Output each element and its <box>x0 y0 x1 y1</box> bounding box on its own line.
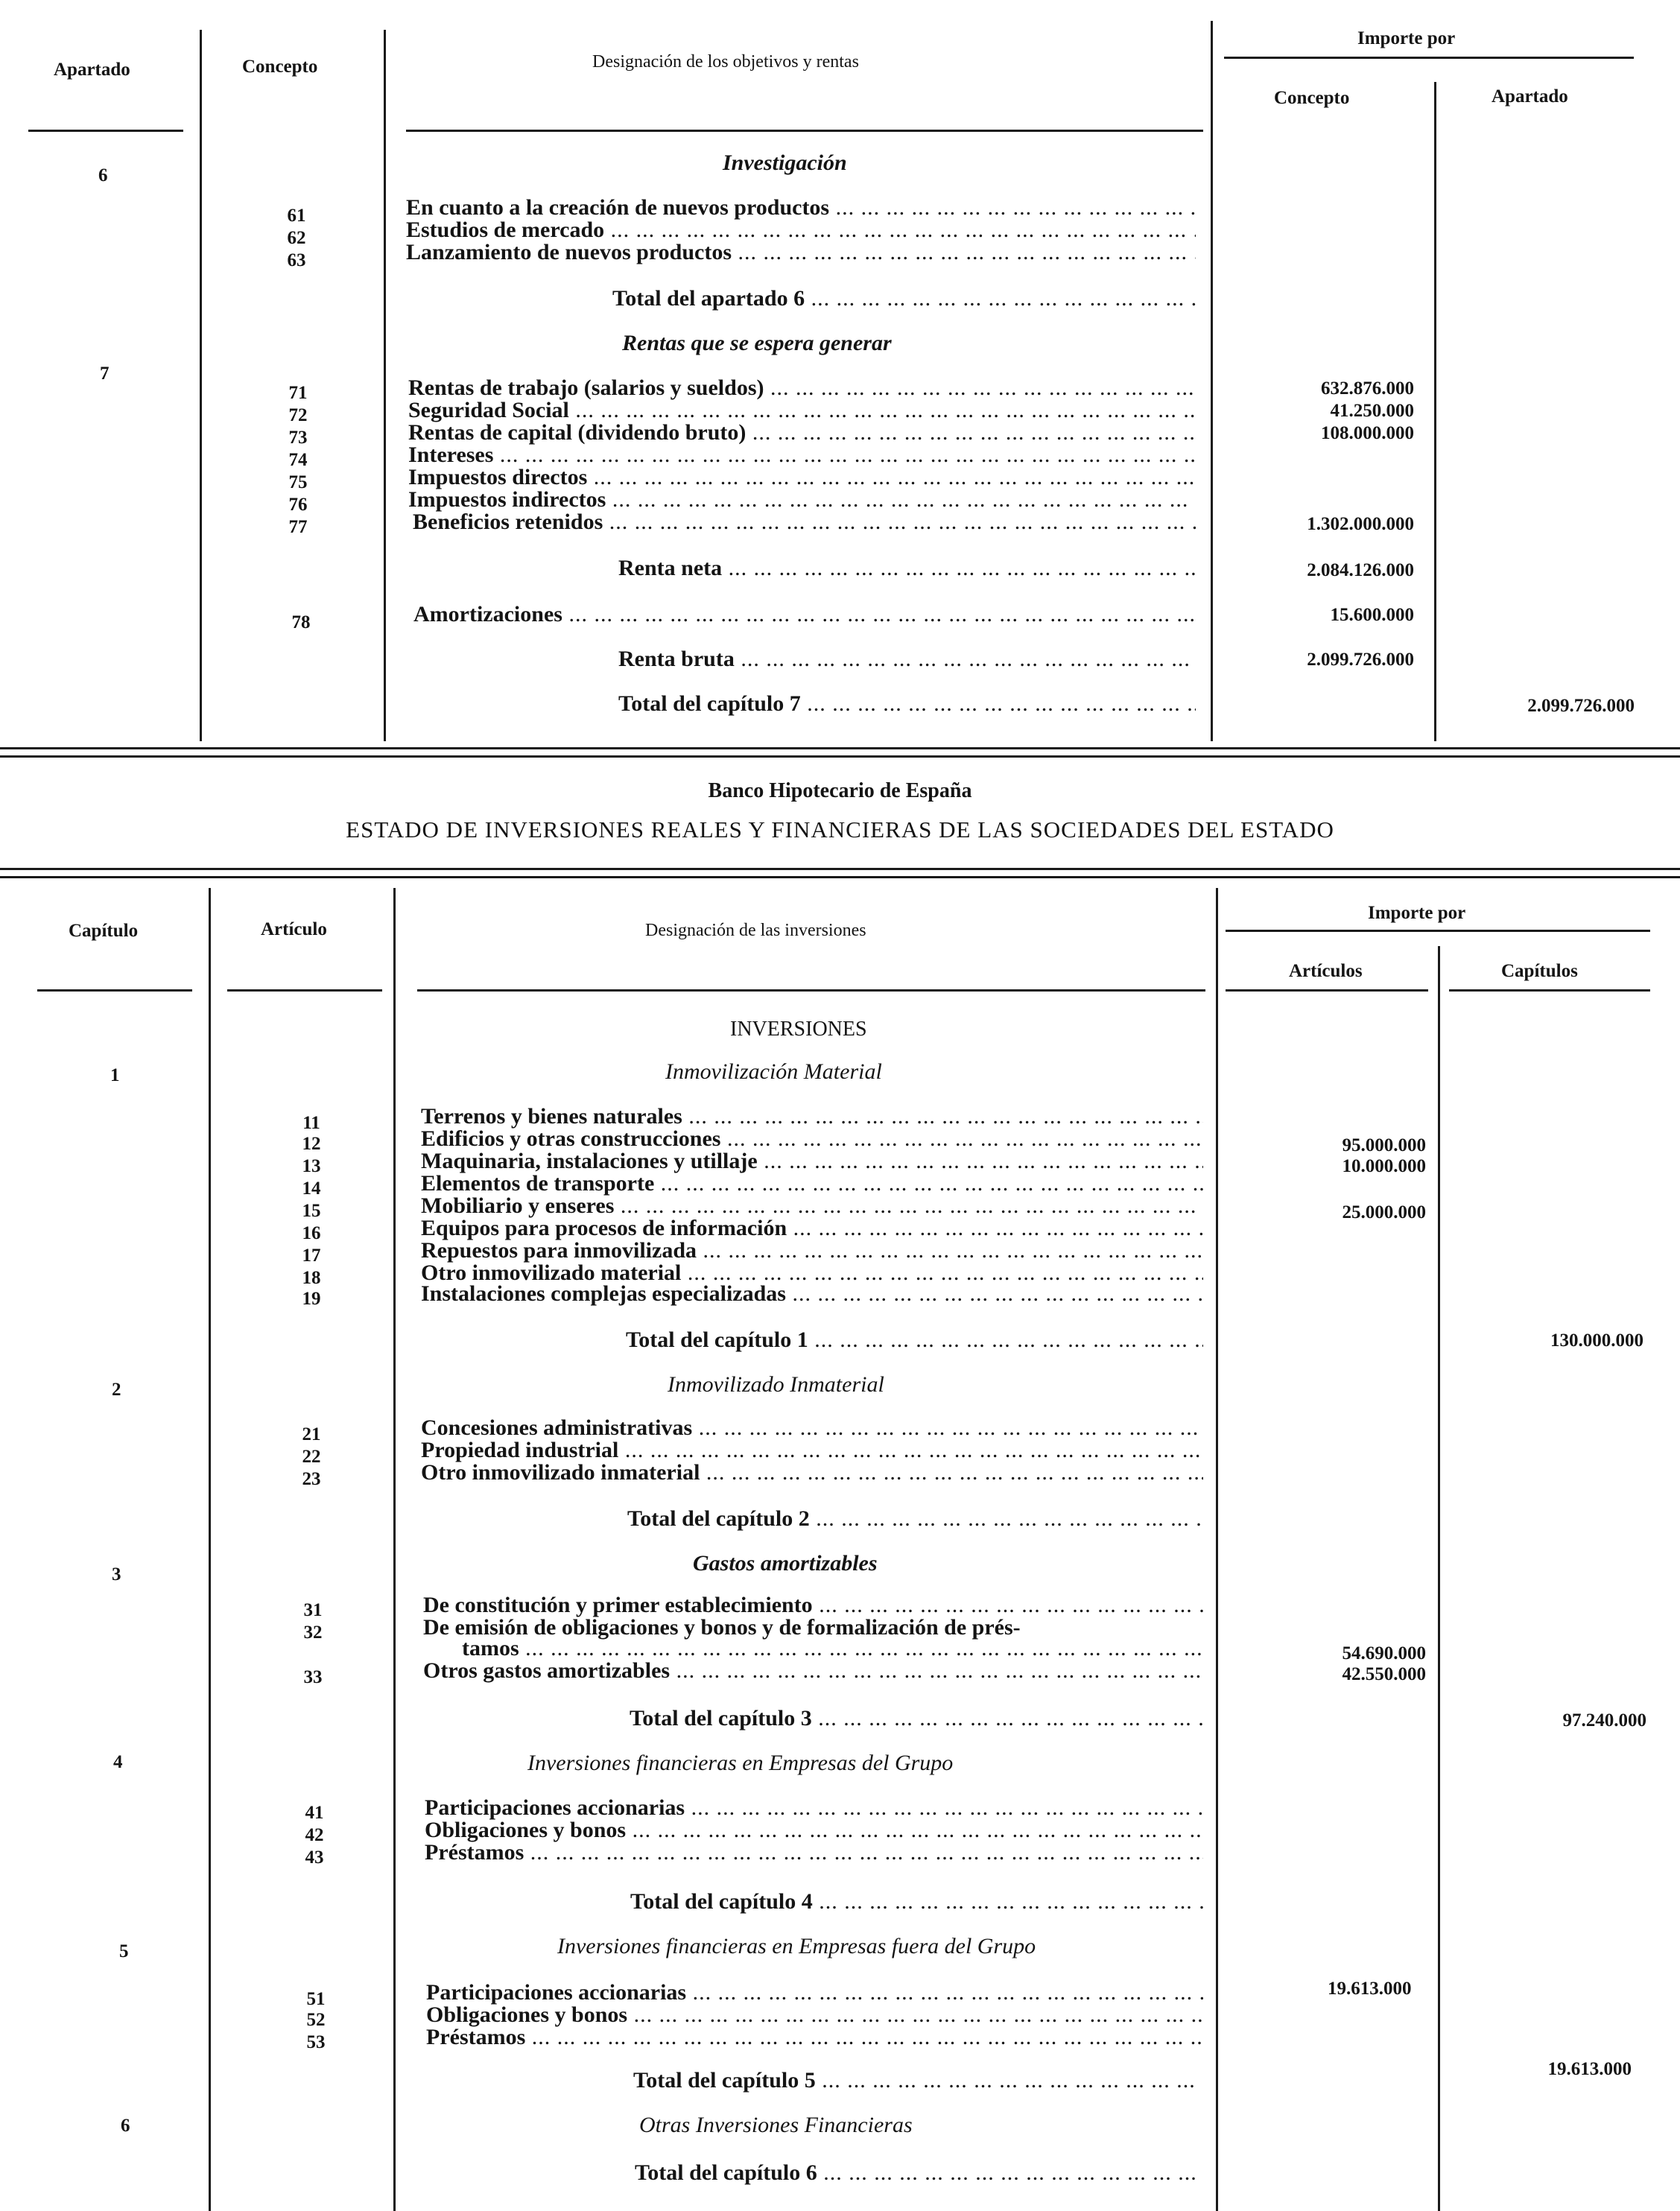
article-label: De emisión de obligaciones y bonos y de formalización de prés- <box>423 1615 1021 1640</box>
article-code: 23 <box>302 1469 321 1489</box>
concept-amount: 15.600.000 <box>1330 605 1414 625</box>
chapter-title: Inmovilizado Inmaterial <box>668 1372 884 1397</box>
article-label: Instalaciones complejas especializadas ... . <box>421 1281 1203 1307</box>
article-label: Elementos de transporte ... . <box>421 1171 1203 1196</box>
header-apartado: Apartado <box>54 60 130 80</box>
chapter-title: Inmovilización Material <box>665 1059 882 1084</box>
concept-label: En cuanto a la creación de nuevos productos ... . <box>406 195 1196 221</box>
header-importe-apartado: Apartado <box>1492 86 1568 107</box>
article-code: 52 <box>306 2010 326 2030</box>
article-code: 32 <box>303 1622 323 1643</box>
header-importe-capitulos: Capítulos <box>1501 961 1578 981</box>
header-rule <box>37 989 192 992</box>
article-label: Préstamos ... . <box>425 1840 1203 1865</box>
chapter-total-label: Total del capítulo 5 ... . <box>633 2068 1203 2093</box>
article-code: 33 <box>303 1667 323 1687</box>
column-rule <box>1434 82 1436 741</box>
column-rule <box>209 888 211 2211</box>
article-label: Préstamos ... . <box>426 2025 1203 2050</box>
column-rule <box>393 888 396 2211</box>
header-rule <box>28 130 183 132</box>
article-code: 16 <box>302 1223 321 1243</box>
article-label: Otro inmovilizado inmaterial ... . <box>421 1460 1203 1485</box>
apartado-number: 7 <box>100 364 110 384</box>
article-amount: 19.613.000 <box>1328 1979 1412 1999</box>
article-code: 43 <box>305 1847 324 1868</box>
header-designacion: Designación de los objetivos y rentas <box>592 52 859 72</box>
concept-code: 61 <box>287 206 306 226</box>
article-amount: 54.690.000 <box>1342 1643 1426 1663</box>
article-code: 14 <box>302 1179 321 1199</box>
concept-label: Impuestos directos ... . <box>408 465 1196 490</box>
concept-code: 78 <box>291 612 311 632</box>
group-title: INVERSIONES <box>730 1018 867 1041</box>
article-code: 31 <box>303 1600 323 1620</box>
concept-code: 76 <box>288 495 308 515</box>
article-code: 12 <box>302 1134 321 1154</box>
chapter-title: Inversiones financieras en Empresas del Grupo <box>527 1751 954 1775</box>
column-rule <box>1211 21 1213 741</box>
separator-rule <box>0 755 1680 758</box>
chapter-title: Otras Inversiones Financieras <box>639 2113 913 2137</box>
renta-neta-label: Renta neta ... . <box>618 556 1196 581</box>
header-rule <box>1449 989 1650 992</box>
header-rule <box>406 130 1203 132</box>
concept-label: Impuestos indirectos ... . <box>408 487 1196 513</box>
chapter-number: 6 <box>121 2116 130 2136</box>
article-label: De constitución y primer establecimiento ... . <box>423 1593 1203 1618</box>
header-rule <box>1224 57 1634 59</box>
concept-amount: 632.876.000 <box>1321 378 1414 399</box>
renta-neta-amount: 2.084.126.000 <box>1307 560 1414 580</box>
concept-amount: 1.302.000.000 <box>1307 514 1414 534</box>
header-rule <box>417 989 1205 992</box>
chapter-total-label: Total del capítulo 1 ... . <box>626 1327 1203 1353</box>
article-label: Concesiones administrativas ... . <box>421 1415 1203 1441</box>
concept-code: 75 <box>288 472 308 492</box>
separator-rule <box>0 876 1680 878</box>
column-rule <box>200 30 202 741</box>
column-rule <box>1438 946 1440 2211</box>
total-capitulo-label: Total del capítulo 7 ... . <box>618 691 1196 717</box>
article-code: 42 <box>305 1825 324 1845</box>
article-label: Obligaciones y bonos ... . <box>426 2002 1203 2028</box>
article-label-continuation: tamos ... . <box>462 1636 1203 1661</box>
header-capitulo: Capítulo <box>69 921 139 941</box>
state-title: ESTADO DE INVERSIONES REALES Y FINANCIERAS DE LAS SOCIEDADES DEL ESTADO <box>346 816 1334 843</box>
header-articulo: Artículo <box>261 919 327 939</box>
article-label: Otros gastos amortizables ... . <box>423 1658 1203 1684</box>
header-rule <box>1226 989 1428 992</box>
concept-code: 74 <box>288 450 308 470</box>
chapter-title: Inversiones financieras en Empresas fuera del Grupo <box>557 1934 1036 1958</box>
article-code: 18 <box>302 1268 321 1288</box>
article-code: 11 <box>302 1113 320 1133</box>
article-label: Terrenos y bienes naturales ... . <box>421 1104 1203 1129</box>
article-code: 22 <box>302 1447 321 1467</box>
chapter-number: 3 <box>112 1564 121 1585</box>
concept-code: 73 <box>288 428 308 448</box>
article-label: Maquinaria, instalaciones y utillaje ... . <box>421 1149 1203 1174</box>
article-label: Edificios y otras construcciones ... . <box>421 1126 1203 1152</box>
concept-code: 63 <box>287 250 306 270</box>
chapter-number: 2 <box>112 1380 121 1400</box>
institution-title: Banco Hipotecario de España <box>708 779 972 802</box>
concept-label: Estudios de mercado ... . <box>406 218 1196 243</box>
concept-code: 72 <box>288 405 308 425</box>
renta-bruta-amount: 2.099.726.000 <box>1307 650 1414 670</box>
article-label: Participaciones accionarias ... . <box>426 1980 1203 2005</box>
article-label: Repuestos para inmovilizada ... . <box>421 1238 1203 1263</box>
header-importe-concepto: Concepto <box>1274 88 1350 108</box>
concept-label: Amortizaciones ... . <box>413 602 1196 627</box>
header-designacion: Designación de las inversiones <box>645 921 866 940</box>
article-code: 17 <box>302 1246 321 1266</box>
article-label: Mobiliario y enseres ... . <box>421 1193 1203 1219</box>
concept-label: Beneficios retenidos ... . <box>413 510 1196 535</box>
chapter-number: 1 <box>110 1065 120 1085</box>
concept-label: Lanzamiento de nuevos productos ... . <box>406 240 1196 265</box>
chapter-total-amount: 97.240.000 <box>1562 1710 1646 1731</box>
separator-rule <box>0 868 1680 870</box>
column-rule <box>384 30 386 741</box>
concept-label: Rentas de trabajo (salarios y sueldos) ... . <box>408 375 1196 401</box>
chapter-number: 4 <box>113 1752 123 1772</box>
concept-code: 71 <box>288 383 308 403</box>
chapter-title: Gastos amortizables <box>693 1551 878 1576</box>
chapter-total-label: Total del capítulo 6 ... . <box>635 2160 1203 2186</box>
concept-code: 62 <box>287 228 306 248</box>
header-importe-por: Importe por <box>1368 903 1466 923</box>
concept-label: Intereses ... . <box>408 442 1196 468</box>
total-apartado-label: Total del apartado 6 ... . <box>612 286 1196 311</box>
article-code: 53 <box>306 2032 326 2052</box>
article-code: 19 <box>302 1289 321 1309</box>
article-amount: 95.000.000 <box>1342 1135 1426 1155</box>
chapter-number: 5 <box>119 1941 129 1961</box>
chapter-total-amount: 130.000.000 <box>1550 1330 1643 1351</box>
renta-bruta-label: Renta bruta ... . <box>618 647 1196 672</box>
header-importe-por: Importe por <box>1357 28 1456 48</box>
concept-code: 77 <box>288 517 308 537</box>
concept-amount: 108.000.000 <box>1321 423 1414 443</box>
section-title: Rentas que se espera generar <box>622 331 892 355</box>
article-code: 41 <box>305 1803 324 1823</box>
section-title: Investigación <box>723 150 847 175</box>
article-label: Propiedad industrial ... . <box>421 1438 1203 1463</box>
separator-rule <box>0 747 1680 749</box>
article-label: Obligaciones y bonos ... . <box>425 1818 1203 1843</box>
header-rule <box>227 989 382 992</box>
article-label: Equipos para procesos de información ... . <box>421 1216 1203 1241</box>
chapter-total-amount: 19.613.000 <box>1547 2059 1632 2079</box>
article-code: 13 <box>302 1156 321 1176</box>
header-rule <box>1226 930 1650 932</box>
article-amount: 25.000.000 <box>1342 1202 1426 1222</box>
article-label: Otro inmovilizado material ... . <box>421 1260 1203 1286</box>
article-amount: 42.550.000 <box>1342 1664 1426 1684</box>
article-code: 51 <box>306 1989 326 2009</box>
article-label: Participaciones accionarias ... . <box>425 1795 1203 1821</box>
article-code: 21 <box>302 1424 321 1444</box>
article-code: 15 <box>302 1201 321 1221</box>
concept-label: Seguridad Social ... . <box>408 398 1196 423</box>
total-capitulo-amount: 2.099.726.000 <box>1527 696 1635 716</box>
chapter-total-label: Total del capítulo 4 ... . <box>630 1889 1203 1915</box>
chapter-total-label: Total del capítulo 3 ... . <box>630 1706 1203 1731</box>
chapter-total-label: Total del capítulo 2 ... . <box>627 1506 1203 1532</box>
concept-amount: 41.250.000 <box>1330 401 1414 421</box>
concept-label: Rentas de capital (dividendo bruto) ... . <box>408 420 1196 445</box>
apartado-number: 6 <box>98 165 108 185</box>
column-rule <box>1216 888 1218 2211</box>
header-concepto: Concepto <box>242 57 318 77</box>
header-importe-articulos: Artículos <box>1289 961 1363 981</box>
article-amount: 10.000.000 <box>1342 1156 1426 1176</box>
